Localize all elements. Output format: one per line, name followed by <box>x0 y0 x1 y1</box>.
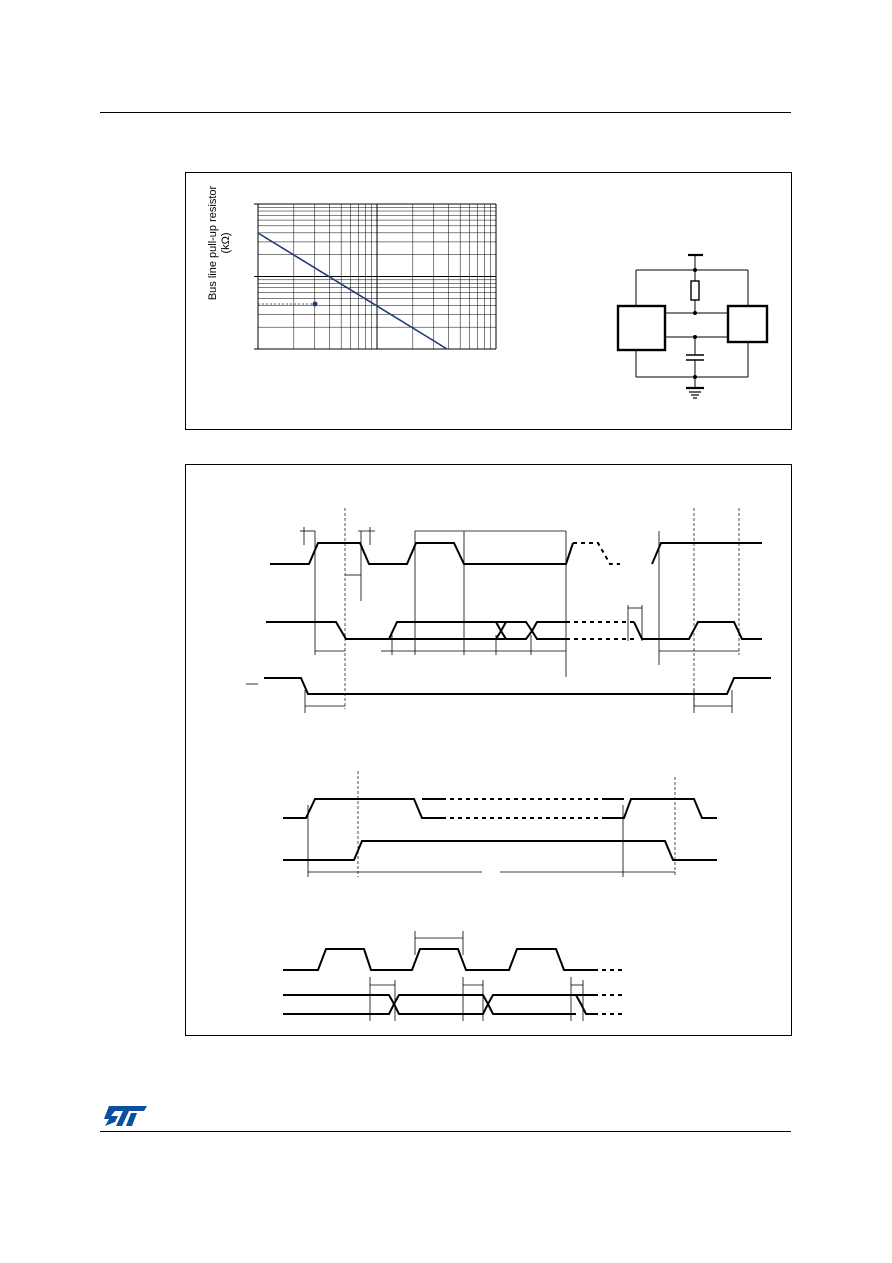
st-logo-icon <box>103 1104 149 1133</box>
chart-grid <box>254 204 496 349</box>
bus-slave-device <box>728 306 767 342</box>
start-stop-timing-diagram <box>283 771 717 877</box>
data-hold-timing-diagram <box>283 931 624 1021</box>
bus-timing-diagram <box>246 508 771 713</box>
chart-y-axis-label-line1: Bus line pull-up resistor <box>207 185 219 301</box>
clock-waveform <box>270 543 762 564</box>
timing-diagrams <box>186 465 793 1037</box>
data-waveform <box>266 622 762 639</box>
header-rule <box>100 112 791 113</box>
bus-circuit-diagram <box>618 255 767 398</box>
enable-waveform <box>246 678 771 694</box>
footer-rule <box>100 1131 791 1132</box>
pullup-chart <box>186 173 793 431</box>
figure-timing-diagrams <box>185 464 792 1036</box>
bus-master-device <box>618 306 665 350</box>
ground-symbol <box>686 388 704 398</box>
chart-highlight-point <box>313 302 318 307</box>
chart-curve <box>258 233 447 349</box>
figure-pullup-resistor <box>185 172 792 430</box>
pullup-resistor <box>691 281 699 300</box>
chart-y-axis-label-line2: (kΩ) <box>220 232 232 254</box>
